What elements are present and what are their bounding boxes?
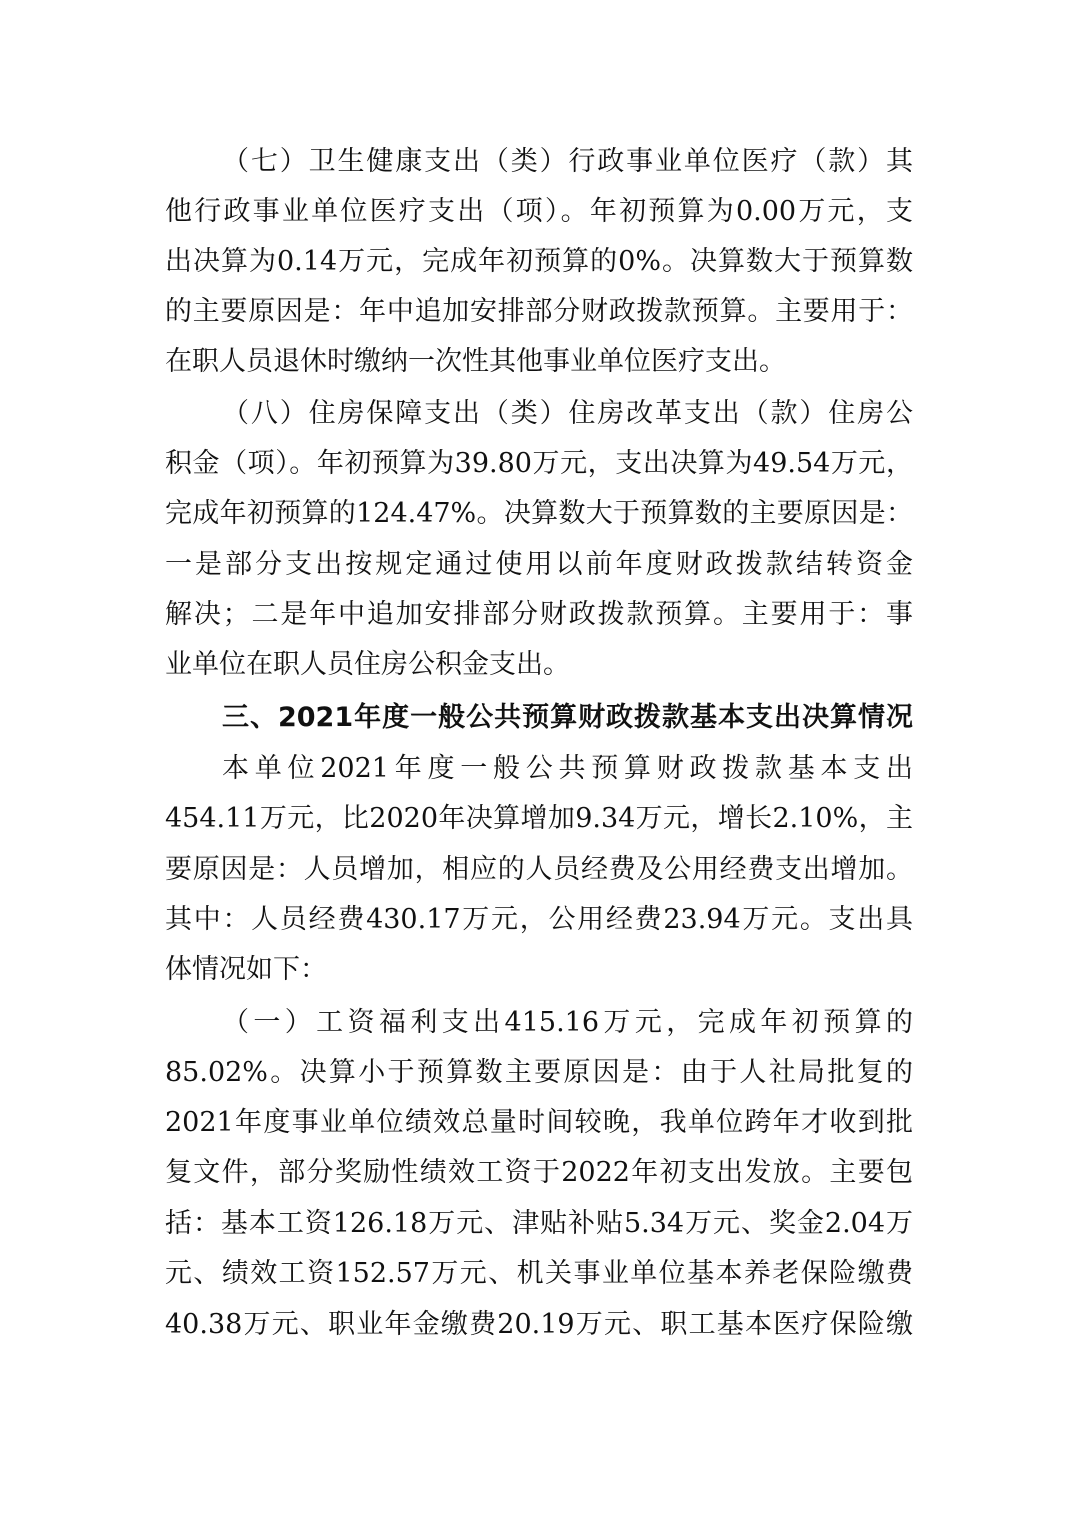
item-1-line-4: 复文件，部分奖励性绩效工资于2022年初支出发放。主要包 — [165, 1157, 913, 1188]
section-3-paragraph-line-4: 其中：人员经费430.17万元，公用经费23.94万元。支出具 — [165, 904, 913, 935]
item-1-line-6: 元、绩效工资152.57万元、机关事业单位基本养老保险缴费 — [165, 1258, 913, 1289]
paragraph-8-line-4: 一是部分支出按规定通过使用以前年度财政拨款结转资金 — [165, 549, 913, 580]
paragraph-8-line-1: （八）住房保障支出（类）住房改革支出（款）住房公 — [222, 398, 913, 429]
item-1-line-7: 40.38万元、职业年金缴费20.19万元、职工基本医疗保险缴 — [165, 1309, 913, 1340]
item-1-line-3: 2021年度事业单位绩效总量时间较晚，我单位跨年才收到批 — [165, 1107, 913, 1138]
item-1-line-2: 85.02%。决算小于预算数主要原因是：由于人社局批复的 — [165, 1057, 913, 1088]
paragraph-8-line-5: 解决；二是年中追加安排部分财政拨款预算。主要用于：事 — [165, 599, 913, 630]
paragraph-7-line-2: 他行政事业单位医疗支出（项）。年初预算为0.00万元，支 — [165, 196, 913, 227]
section-3-paragraph-line-5: 体情况如下： — [165, 954, 327, 985]
paragraph-7-line-3: 出决算为0.14万元，完成年初预算的0%。决算数大于预算数 — [165, 246, 913, 277]
item-1-line-1: （一）工资福利支出415.16万元，完成年初预算的 — [222, 1007, 913, 1038]
paragraph-7-line-5: 在职人员退休时缴纳一次性其他事业单位医疗支出。 — [165, 346, 786, 377]
paragraph-7-line-1: （七）卫生健康支出（类）行政事业单位医疗（款）其 — [222, 146, 913, 177]
paragraph-8-line-6: 业单位在职人员住房公积金支出。 — [165, 649, 570, 680]
paragraph-8-line-3: 完成年初预算的124.47%。决算数大于预算数的主要原因是： — [165, 498, 913, 529]
item-1-line-5: 括：基本工资126.18万元、津贴补贴5.34万元、奖金2.04万 — [165, 1208, 913, 1239]
section-3-paragraph-line-1: 本单位2021年度一般公共预算财政拨款基本支出 — [222, 753, 913, 784]
paragraph-8-line-2: 积金（项）。年初预算为39.80万元，支出决算为49.54万元， — [165, 448, 913, 479]
paragraph-7-line-4: 的主要原因是：年中追加安排部分财政拨款预算。主要用于： — [165, 296, 913, 327]
section-3-paragraph-line-2: 454.11万元，比2020年决算增加9.34万元，增长2.10%，主 — [165, 803, 913, 834]
section-3-heading: 三、2021年度一般公共预算财政拨款基本支出决算情况 — [222, 702, 913, 733]
section-3-paragraph-line-3: 要原因是：人员增加，相应的人员经费及公用经费支出增加。 — [165, 854, 913, 885]
